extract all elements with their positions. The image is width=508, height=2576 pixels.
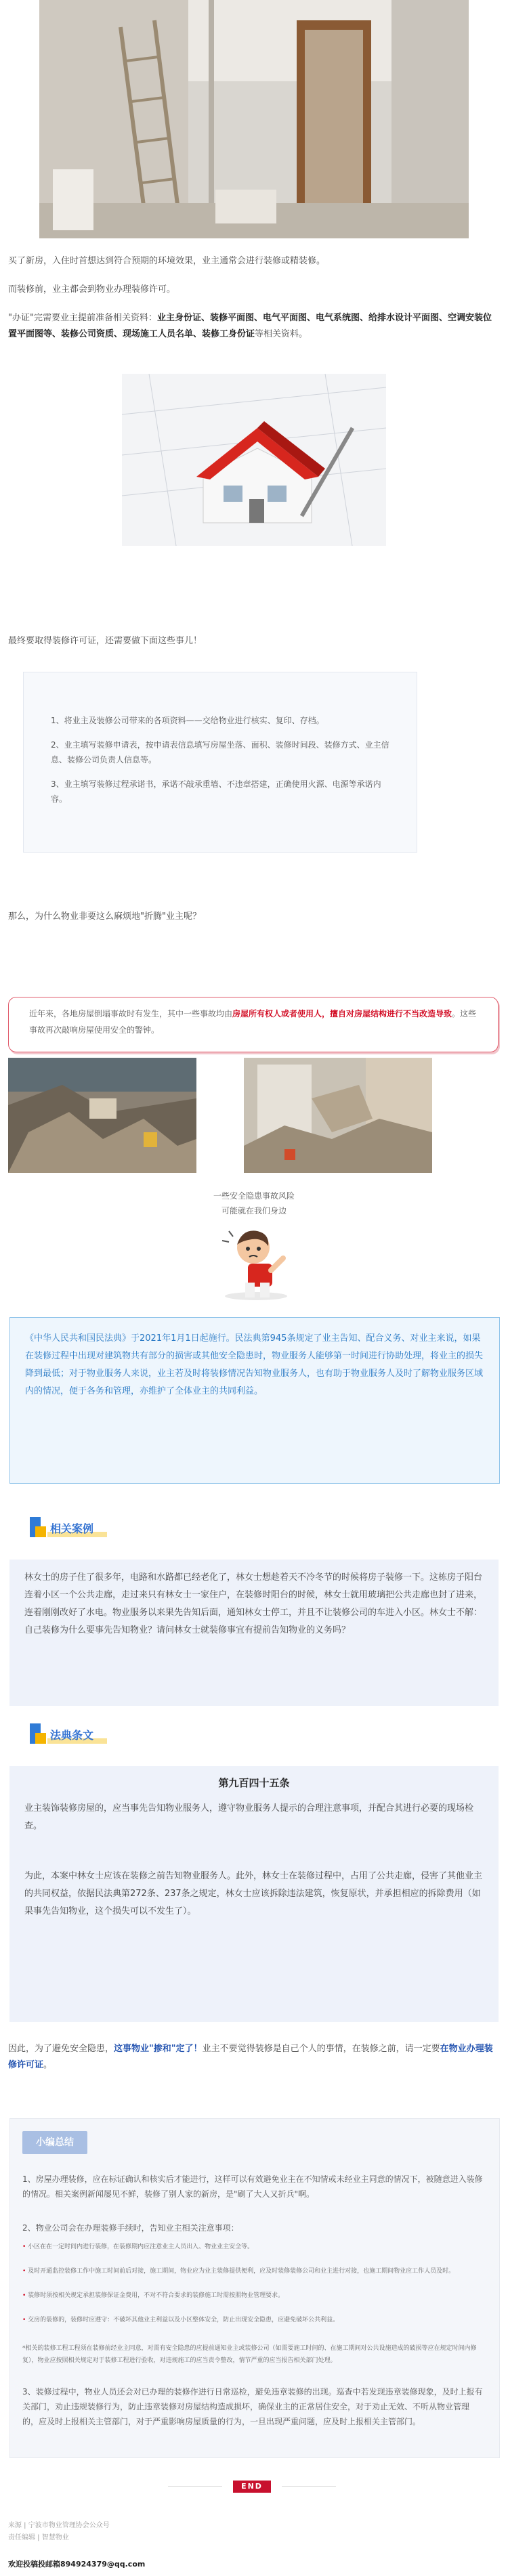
permit-step-2: 2、业主填写装修申请表，按申请表信息填写房屋坐落、面积、装修时间段、装修方式、业主信息、装修公司负责人信息等。	[51, 740, 389, 765]
warning-text	[29, 1006, 483, 1038]
summary-bullet-4-text: 交房的装修的，装修时应遵守：不破坏其他业主利益以及小区整体安全，防止出现安全隐患，应避免破坏公共利益。	[28, 2317, 339, 2323]
permit-requirements-intro: 最终要取得装修许可证，还需要做下面这些事儿！	[8, 636, 203, 646]
case-analysis-text: 为此，本案中林女士应该在装修之前告知物业服务人。此外，林女士在装修过程中，占用了公共走廊，侵害了其他业主的共同权益，依据民法典第272条、237条之规定，林女士应该拆除违法建筑，恢复原状，并承担相应的拆除费用（如果事先告知物业，这个损失可以不发生了）。	[24, 1871, 483, 1916]
heading-accent-icon	[35, 1526, 46, 1537]
warning-text-tail: 。这些事故再次敲响房屋使用安全的警钟。	[29, 1009, 477, 1035]
warning-text-lead: 近年来，各地房屋倒塌事故时有发生，其中一些事故均由	[29, 1009, 233, 1018]
related-case-text: 林女士的房子住了很多年，电路和水路都已经老化了，林女士想趁着天不冷冬节的时候将房子装修一下。这栋房子阳台连着小区一个公共走廊，走过来只有林女士一家住户，在装修时阳台的时候，林女士就用玻璃把公共走廊也封了进来，连着刚刚改好了水电。物业服务以来果先告知后面，通知林女士停工，并且不让装修公司的车进入小区。林女士不解：自己装修为什么要事先告知物业？请问林女士就装修事宜有提前告知物业的义务吗？	[24, 1572, 483, 1635]
article-number: 第九百四十五条	[218, 1777, 290, 1789]
permit-step-1: 1、将业主及装修公司带来的各项资料——交给物业进行核实、复印、存档。	[51, 716, 324, 725]
law-article-box	[9, 1766, 499, 2022]
intro-p3-lead: "办证"完需要业主提前准备相关资料：	[8, 313, 157, 323]
summary-bullet-4: • 交房的装修的，装修时应遵守：不破坏其他业主利益以及小区整体安全，防止出现安全隐患，应避免破坏公共利益。	[22, 2317, 339, 2323]
permit-step-3: 3、业主填写装修过程承诺书，承诺不敲承重墙、不违章搭建，正确使用火源、电源等承诺内容。	[51, 779, 381, 804]
warning-callout	[8, 997, 499, 1052]
conclusion-paragraph	[8, 2041, 500, 2074]
conclusion-tail: 。	[43, 2060, 53, 2070]
civil-code-text: 《中华人民共和国民法典》于2021年1月1日起施行。民法典第945条规定了业主告知、配合义务、对业主来说，如果在装修过程中出现对建筑物共有部分的损害或其他安全隐患时，物业服务人能够第一时间进行协助处理，将业主的损失降到最低；对于物业服务人来说，业主若及时将装修情况告知物业服务人，也有助于物业服务人及时了解物业服务区域内的情况，便于各务和管理，亦维护了全体业主的共同利益。	[25, 1333, 484, 1396]
collapse-photo-right	[244, 1058, 432, 1173]
footer-editor: 责任编辑 | 智慧物业	[8, 2534, 69, 2541]
civil-code-callout	[9, 1317, 500, 1484]
warning-highlight: 房屋所有权人或者使用人，擅自对房屋结构进行不当改造导致	[232, 1009, 452, 1018]
conclusion-highlight-1: 这事物业"掺和"定了！	[114, 2044, 203, 2054]
summary-bullet-3-text: 装修时须按相关规定承担装修保证金费用，不对不符合要求的装修施工时需按照物业管理要求。	[28, 2292, 284, 2299]
summary-bullet-1-text: 小区在在一定时间内进行装修，在装修期内应注意业主人员出入、物业业主安全等。	[28, 2244, 254, 2250]
law-article-heading	[30, 1723, 138, 1744]
intro-paragraph-3	[8, 310, 500, 343]
worried-person-illustration	[215, 1223, 295, 1303]
end-marker: END	[233, 2481, 271, 2493]
summary-bullet-2-text: 及时开通监控装修工作中施工时间前后对接，施工期间，物业应为业主装修提供便利，应及时装修装修公司和业主进行对接，也施工期间物业应工作人员及时。	[28, 2268, 455, 2275]
related-case-heading	[30, 1517, 138, 1537]
caption-line-1: 一些安全隐患事故风险	[213, 1191, 295, 1201]
conclusion-lead: 因此，为了避免安全隐患，	[8, 2044, 114, 2054]
summary-point-3: 3、装修过程中，物业人员还会对已办理的装修作进行日常巡检，避免违章装修的出现。巡查中若发现违章装修现象，及时上报有关部门，劝止违规装修行为，防止违章装修对房屋结构造成损坏，确保业主的正常居住安全，对于劝止无效、不听从物业管理的，应及时上报相关主管部门，对于严重影响房屋质量的行为，一旦出现严重问题，应及时上报相关主管部门。	[22, 2387, 483, 2426]
summary-bullet-3: • 装修时须按相关规定承担装修保证金费用，不对不符合要求的装修施工时需按照物业管理要求。	[22, 2292, 284, 2299]
related-case-box	[9, 1560, 499, 1706]
editor-summary-header: 小编总结	[22, 2131, 87, 2154]
heading-accent-icon	[35, 1733, 46, 1744]
required-documents-list: 业主身份证、装修平面图、电气平面图、电气系统图、给排水设计平面图、空调安装位置平面图等、装修公司资质、现场施工人员名单、装修工身份证	[8, 313, 492, 339]
conclusion-middle: 业主不要觉得装修是自己个人的事情，在装修之前，请一定要	[202, 2044, 440, 2054]
summary-bullet-1: • 小区在在一定时间内进行装修，在装修期内应注意业主人员出入、物业业主安全等。	[22, 2244, 254, 2250]
law-article-label: 法典条文	[50, 1729, 94, 1742]
caption-line-2: 可能就在我们身边	[221, 1206, 287, 1216]
footer-source: 来源 | 宁波市物业管理协会公众号	[8, 2522, 110, 2529]
conclusion-highlight-2: 在物业办理装修许可证	[8, 2044, 493, 2070]
related-case-label: 相关案例	[50, 1522, 94, 1535]
summary-point-1: 1、房屋办理装修，应在标证确认和核实后才能进行，这样可以有效避免业主在不知情或未经业主同意的情况下，被随意进入装修的情况。相关案例新闻屡见不鲜，装修了别人家的新房，是"刷了大人又折兵"啊。	[22, 2174, 483, 2199]
editor-summary-box	[9, 2118, 500, 2458]
summary-bullet-2: • 及时开通监控装修工作中施工时间前后对接，施工期间，物业应为业主装修提供便利，应及时装修装修公司和业主进行对接，也施工期间物业应工作人员及时。	[22, 2268, 455, 2275]
intro-p3-tail: 等相关资料。	[255, 329, 308, 339]
intro-paragraph-1: 买了新房，入住时首想达到符合预期的环境效果，业主通常会进行装修或精装修。	[8, 256, 326, 266]
permit-steps-box	[23, 672, 417, 853]
question-paragraph: 那么，为什么物业非要这么麻烦地"折腾"业主呢？	[8, 911, 201, 922]
summary-small-note: *相关的装修工程工程须在装修前经业主同意，对需有安全隐患的应提前通知业主或装修公司（如需要施工时间的、在施工期间对公共设施造成的破损等应在规定时间内修复），物业应按照相关规定对于装修工程进行验收，对违规施工的应当责令整改，情节严重的应当报告相关部门处理。	[22, 2345, 477, 2364]
house-model-photo	[122, 374, 386, 546]
submission-email: 欢迎投稿投邮箱894924379@qq.com	[8, 2560, 146, 2569]
intro-paragraph-2: 而装修前，业主都会到物业办理装修许可。	[8, 284, 176, 295]
article-text: 业主装饰装修房屋的，应当事先告知物业服务人，遵守物业服务人提示的合理注意事项，并配合其进行必要的现场检查。	[24, 1803, 474, 1831]
collapse-photo-left	[8, 1058, 196, 1173]
renovation-room-photo	[39, 0, 469, 238]
summary-point-2: 2、物业公司会在办理装修手续时，告知业主相关注意事项：	[22, 2223, 239, 2233]
